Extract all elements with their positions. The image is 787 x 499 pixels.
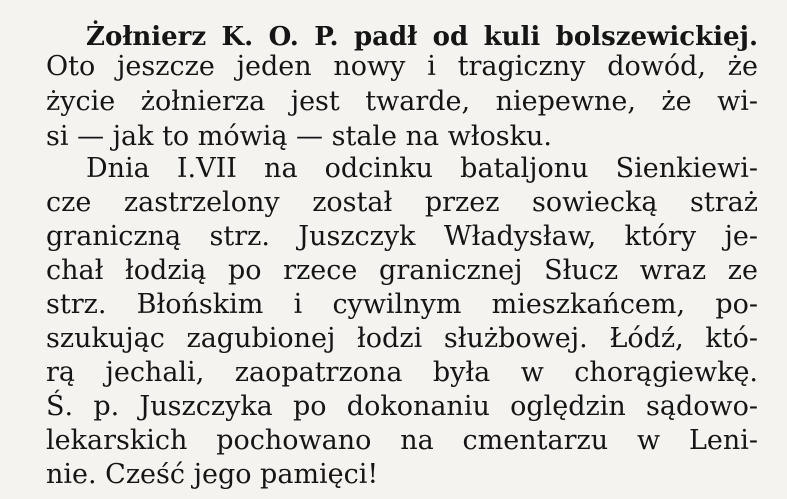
article-line: Ś. p. Juszczyka po dokonaniu oględzin sądowo- xyxy=(46,391,758,422)
article-line: rą jechali, zaopatrzona była w chorągiewkę. xyxy=(46,357,758,388)
article-line: strz. Błońskim i cywilnym mieszkańcem, po- xyxy=(46,289,758,320)
article-line: szukując zagubionej łodzi służbowej. Łódź, któ- xyxy=(46,323,758,354)
article-line: graniczną strz. Juszczyk Władysław, który je- xyxy=(46,221,758,252)
article-line: Oto jeszcze jeden nowy i tragiczny dowód, że xyxy=(46,51,758,82)
article-headline: Żołnierz K. O. P. padł od kuli bolszewickiej. xyxy=(86,22,758,52)
article-line: Dnia I.VII na odcinku bataljonu Sienkiewi- xyxy=(86,153,758,184)
article-line: lekarskich pochowano na cmentarzu w Leni- xyxy=(46,425,758,456)
article-line: życie żołnierza jest twarde, niepewne, że wi- xyxy=(46,86,758,117)
article-line: chał łodzią po rzece granicznej Słucz wraz ze xyxy=(46,255,758,286)
article-line: si — jak to mówią — stale na włosku. xyxy=(46,121,552,152)
article-line: cze zastrzelony został przez sowiecką straż xyxy=(46,187,758,218)
article-line: nie. Cześć jego pamięci! xyxy=(46,459,379,490)
